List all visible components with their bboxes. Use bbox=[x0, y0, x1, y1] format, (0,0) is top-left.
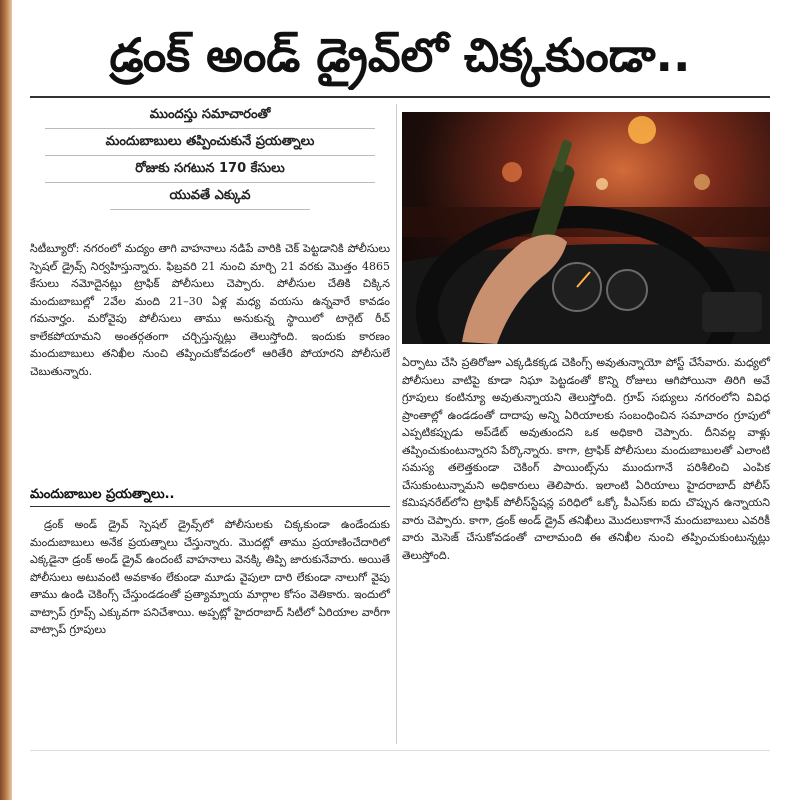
drunk-driving-photo bbox=[402, 112, 770, 344]
article-column-left-bottom bbox=[30, 516, 390, 639]
headline: డ్రంక్ అండ్ డ్రైవ్‌లో చిక్కకుండా.. bbox=[109, 28, 691, 82]
subhead-line-4: యువతే ఎక్కువ bbox=[110, 185, 310, 210]
section-heading: మందుబాబుల ప్రయత్నాలు.. bbox=[30, 484, 390, 507]
subhead-line-3: రోజుకు సగటున 170 కేసులు bbox=[45, 158, 375, 183]
article-paragraph-3: ఏర్పాటు చేసి ప్రతిరోజూ ఎక్కడికక్కడ చెకింగ్స్ అవుతున్నాయో పోస్ట్ చేసేవారు. మధ్యలో పోలీసులు వాటిపై కూడా నిఘా పెట్టడంతో కొన్ని రోజులు ఆగిపోయినా తిరిగి అవే గ్రూపులు కంటిన్యూ అవుతున్నాయని తెలుస్తోంది. గ్రూప్ సభ్యులు నగరంలోని వివిధ ప్రాంతాల్లో ఉండడంతో దాదాపు అన్ని ఏరియాలకు సంబంధించిన సమాచారం గ్రూపులో ఎప్పటికప్పుడు అప్‌డేట్ అవుతుందని ఒక అధికారి చెప్పారు. దీనివల్ల వాళ్లు తప్పించుకుంటున్నారని పేర్కొన్నారు. కాగా, ట్రాఫిక్ పోలీసులు మందుబాబులతో ఎలాంటి సమస్య తలెత్తకుండా చెకింగ్ పాయింట్స్‌ను ముందుగానే పరిశీలించి ఎంపిక చేసుకుంటున్నామని అధికారులు తెలిపారు. ఇలాంటి ఏరియాలు హైదరాబాద్ పోలీస్ కమిషనరేట్‌లోని ట్రాఫిక్ పోలీస్‌స్టేషన్ల పరిధిలో ఒక్కో పీఎస్‌కు ఐదు చొప్పున ఉన్నాయని వారు చెప్పారు. కాగా, డ్రంక్ అండ్ డ్రైవ్ తనిఖీలు మొదలుకాగానే మందుబాబులు ఎవరికీ వారు మెసెజ్ చేసుకోవడంతో చాలామంది ఈ తనిఖీల నుంచి తప్పించుకుంటున్నట్లు తెలుస్తోంది. bbox=[402, 356, 770, 562]
article-column-right bbox=[402, 354, 770, 564]
page-edge-strip bbox=[0, 0, 12, 800]
light-glow-1 bbox=[628, 116, 656, 144]
bottom-rule bbox=[30, 750, 770, 751]
tachometer-gauge bbox=[607, 270, 647, 310]
light-glow-3 bbox=[694, 174, 710, 190]
article-paragraph-1: సిటీబ్యూరో: నగరంలో మద్యం తాగి వాహనాలు నడిపే వారికి చెక్ పెట్టడానికి పోలీసులు స్పెషల్ డ్రైవ్స్ నిర్వహిస్తున్నారు. ఫిబ్రవరి 21 నుంచి మార్చి 21 వరకు మొత్తం 4865 కేసులు నమోదైనట్లు ట్రాఫిక్ పోలీసులు చెప్పారు. పోలీసుల చేతికి చిక్కిన మందుబాబుల్లో 2వేల మంది 21–30 ఏళ్ల మధ్య వయసు ఉన్నవారే కావడం గమనార్హం. మరోవైపు పోలీసులు తాము అనుకున్న స్థాయిలో టార్గెట్ రీచ్ కాలేకపోయామని అంతర్గతంగా చర్చిస్తున్నట్లు తెలుస్తోంది. ఇందుకు కారణం మందుబాబులు తనిఖీల నుంచి తప్పించుకోవడంలో ఆరితేరి పోయారని పోలీసులే చెబుతున్నారు. bbox=[30, 242, 390, 378]
article-paragraph-2: డ్రంక్ అండ్ డ్రైవ్ స్పెషల్ డ్రైవ్స్‌లో పోలీసులకు చిక్కకుండా ఉండేందుకు మందుబాబులు అనేక ప్రయత్నాలు చేస్తున్నారు. మొదట్లో తాము ప్రయాణించేదారిలో ఎక్కడైనా డ్రంక్ అండ్ డ్రైవ్ ఉందంటే వాహనాలు వెనక్కి తిప్పి జారుకునేవారు. అయితే పోలీసులు అటువంటి అవకాశం లేకుండా మూడు వైపులా దారి లేకుండా నాలుగో వైపు తాము ఉండి చెకింగ్స్ చేస్తుండడంతో ప్రత్యామ్నాయ మార్గాల కోసం వెతికారు. ఇందులో వాట్సాప్ గ్రూప్స్ ఎక్కువగా పనిచేశాయి. అప్పట్లో హైదరాబాద్ సిటీలో ఏరియాల వారీగా వాట్సాప్ గ్రూపులు bbox=[30, 518, 390, 636]
article-column-left-top bbox=[30, 240, 390, 380]
light-glow-4 bbox=[596, 178, 608, 190]
light-glow-2 bbox=[502, 162, 522, 182]
subhead-line-1: ముందస్తు సమాచారంతో bbox=[45, 104, 375, 129]
column-divider bbox=[396, 104, 397, 744]
drunk-driving-photo-illustration bbox=[402, 112, 770, 344]
subhead-block bbox=[30, 104, 390, 212]
headline-rule bbox=[30, 96, 770, 98]
subhead-line-2: మందుబాబులు తప్పించుకునే ప్రయత్నాలు bbox=[45, 131, 375, 156]
air-vent bbox=[702, 292, 762, 332]
